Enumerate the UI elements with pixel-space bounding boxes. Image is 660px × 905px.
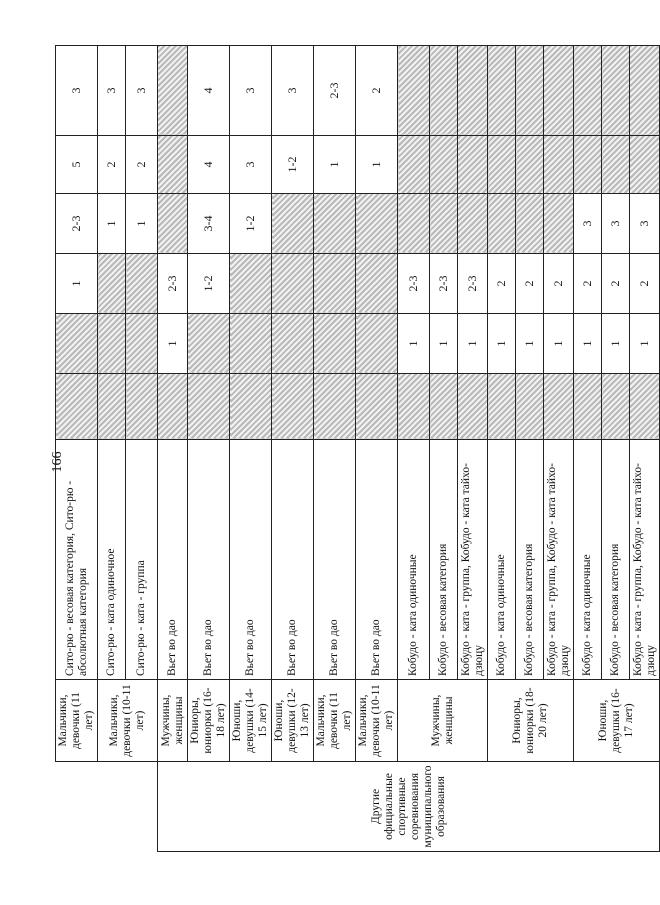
score-cell: [516, 374, 544, 440]
score-cell: 3: [272, 46, 314, 136]
score-cell: [398, 374, 430, 440]
discipline-cell: Сито-рю - ката одиночное: [98, 440, 126, 680]
group-cell: Юниоры, юниорки (16-18 лет): [188, 680, 230, 762]
score-cell: 1: [98, 194, 126, 254]
sports-table: [55, 45, 660, 852]
score-cell: [272, 194, 314, 254]
score-cell: 3: [230, 46, 272, 136]
score-cell: 1: [158, 314, 188, 374]
section-cell: Другие официальные спортивные соревнования муниципального образования: [158, 762, 660, 852]
score-cell: [544, 374, 574, 440]
score-cell: [574, 46, 602, 136]
score-cell: 2: [488, 254, 516, 314]
score-cell: 2: [630, 254, 660, 314]
score-cell: 1: [602, 314, 630, 374]
score-cell: [544, 194, 574, 254]
score-cell: 3: [56, 46, 98, 136]
group-cell: Мальчики, девочки (10-11 лет): [356, 680, 398, 762]
discipline-cell: Кобудо - ката одиночные: [398, 440, 430, 680]
score-cell: [356, 374, 398, 440]
score-cell: 1: [56, 254, 98, 314]
score-cell: 3: [602, 194, 630, 254]
score-cell: [98, 254, 126, 314]
group-cell: Юноши, девушки (12-13 лет): [272, 680, 314, 762]
score-cell: [630, 374, 660, 440]
discipline-cell: Кобудо - весовая категория: [516, 440, 544, 680]
score-cell: [158, 374, 188, 440]
discipline-cell: Вьет во дао: [188, 440, 230, 680]
score-cell: [630, 46, 660, 136]
discipline-cell: Вьет во дао: [314, 440, 356, 680]
score-cell: 1: [574, 314, 602, 374]
score-cell: 3: [230, 136, 272, 194]
score-cell: [356, 194, 398, 254]
group-cell: Мальчики, девочки (11 лет): [314, 680, 356, 762]
score-cell: 5: [56, 136, 98, 194]
score-cell: 2: [356, 46, 398, 136]
discipline-cell: Кобудо - ката одиночные: [488, 440, 516, 680]
score-cell: [398, 46, 430, 136]
score-cell: [398, 194, 430, 254]
score-cell: [430, 374, 458, 440]
score-cell: [188, 374, 230, 440]
score-cell: 1-2: [230, 194, 272, 254]
score-cell: 2: [516, 254, 544, 314]
score-cell: [314, 194, 356, 254]
score-cell: [430, 46, 458, 136]
score-cell: [356, 314, 398, 374]
score-cell: [158, 46, 188, 136]
score-cell: [516, 46, 544, 136]
score-cell: 3: [98, 46, 126, 136]
score-cell: 2-3: [158, 254, 188, 314]
group-cell: Мальчики, девочки (10-11 лет): [98, 680, 158, 762]
group-cell: Мужчины, женщины: [398, 680, 488, 762]
discipline-cell: Кобудо - ката - группа, Кобудо - ката тайхо-дзюцу: [544, 440, 574, 680]
score-cell: [158, 136, 188, 194]
score-cell: 2: [98, 136, 126, 194]
score-cell: [126, 254, 158, 314]
score-cell: 1: [544, 314, 574, 374]
discipline-cell: Сито-рю - весовая категория, Сито-рю - абсолютная категория: [56, 440, 98, 680]
score-cell: [602, 46, 630, 136]
score-cell: [574, 136, 602, 194]
discipline-cell: Кобудо - весовая категория: [602, 440, 630, 680]
discipline-cell: Вьет во дао: [272, 440, 314, 680]
discipline-cell: Кобудо - ката одиночные: [574, 440, 602, 680]
score-cell: [602, 136, 630, 194]
score-cell: [356, 254, 398, 314]
score-cell: 2-3: [314, 46, 356, 136]
score-cell: [314, 374, 356, 440]
score-cell: 1: [516, 314, 544, 374]
score-cell: 1-2: [272, 136, 314, 194]
score-cell: [488, 374, 516, 440]
page-number: 166: [50, 451, 65, 473]
score-cell: 2: [602, 254, 630, 314]
score-cell: 1: [430, 314, 458, 374]
score-cell: [314, 254, 356, 314]
discipline-cell: Вьет во дао: [158, 440, 188, 680]
score-cell: [516, 194, 544, 254]
score-cell: [488, 136, 516, 194]
score-cell: [458, 194, 488, 254]
score-cell: [458, 136, 488, 194]
score-cell: [398, 136, 430, 194]
group-cell: Юноши, девушки (16-17 лет): [574, 680, 660, 762]
discipline-cell: Вьет во дао: [230, 440, 272, 680]
score-cell: [126, 374, 158, 440]
group-cell: Мужчины, женщины: [158, 680, 188, 762]
score-cell: [230, 314, 272, 374]
score-cell: 3: [126, 46, 158, 136]
score-cell: [98, 374, 126, 440]
score-cell: [574, 374, 602, 440]
score-cell: [430, 136, 458, 194]
score-cell: [544, 46, 574, 136]
score-cell: [272, 374, 314, 440]
score-cell: 1-2: [188, 254, 230, 314]
score-cell: 2: [126, 136, 158, 194]
score-cell: [544, 136, 574, 194]
score-cell: 2-3: [56, 194, 98, 254]
discipline-cell: Кобудо - ката - группа, Кобудо - ката тайхо-дзюцу: [630, 440, 660, 680]
score-cell: 2: [544, 254, 574, 314]
group-cell: Мальчики, девочки (11 лет): [56, 680, 98, 762]
score-cell: [458, 374, 488, 440]
score-cell: [56, 314, 98, 374]
score-cell: 2-3: [458, 254, 488, 314]
score-cell: [516, 136, 544, 194]
score-cell: 1: [314, 136, 356, 194]
score-cell: [602, 374, 630, 440]
score-cell: [272, 254, 314, 314]
rotated-table-container: [55, 46, 657, 852]
score-cell: [230, 254, 272, 314]
score-cell: 3: [574, 194, 602, 254]
group-cell: Юниоры, юниорки (18-20 лет): [488, 680, 574, 762]
score-cell: 1: [356, 136, 398, 194]
score-cell: [188, 314, 230, 374]
discipline-cell: Сито-рю - ката - группа: [126, 440, 158, 680]
score-cell: 4: [188, 46, 230, 136]
discipline-cell: Кобудо - весовая категория: [430, 440, 458, 680]
score-cell: 3-4: [188, 194, 230, 254]
score-cell: 2: [574, 254, 602, 314]
score-cell: [126, 314, 158, 374]
discipline-cell: Кобудо - ката - группа, Кобудо - ката тайхо-дзюцу: [458, 440, 488, 680]
group-cell: Юноши, девушки (14-15 лет): [230, 680, 272, 762]
score-cell: 3: [630, 194, 660, 254]
score-cell: 1: [458, 314, 488, 374]
score-cell: [488, 46, 516, 136]
score-cell: [630, 136, 660, 194]
score-cell: [56, 374, 98, 440]
score-cell: [488, 194, 516, 254]
score-cell: 1: [488, 314, 516, 374]
score-cell: [98, 314, 126, 374]
score-cell: 1: [630, 314, 660, 374]
score-cell: [314, 314, 356, 374]
score-cell: [158, 194, 188, 254]
score-cell: 2-3: [430, 254, 458, 314]
score-cell: [458, 46, 488, 136]
score-cell: 2-3: [398, 254, 430, 314]
score-cell: 1: [398, 314, 430, 374]
score-cell: 4: [188, 136, 230, 194]
score-cell: [230, 374, 272, 440]
score-cell: 1: [126, 194, 158, 254]
score-cell: [430, 194, 458, 254]
discipline-cell: Вьет во дао: [356, 440, 398, 680]
score-cell: [272, 314, 314, 374]
